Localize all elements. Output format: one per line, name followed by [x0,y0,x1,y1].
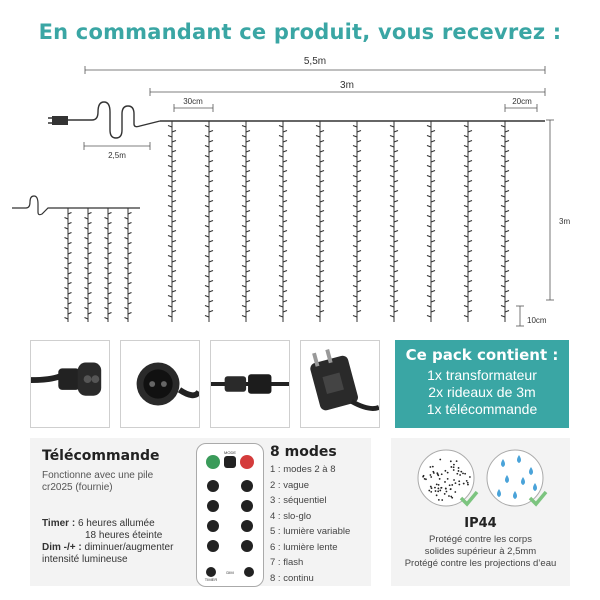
mode-item: 7 : flash [270,557,304,568]
mode-key-label: MODE [224,450,236,455]
mode-button [224,456,236,468]
mode-item: 6 : lumière lente [270,541,338,553]
mode-item: 4 : slo-glo [270,510,312,522]
bottom-gap-label: 10cm [527,316,547,325]
dim-line2: intensité lumineuse [42,554,128,565]
mode-item: 2 : vague [270,479,310,491]
second-curtain-cable [12,196,140,215]
power-on-button [206,455,220,469]
pack-heading: Ce pack contient : [405,346,559,364]
ip-title: IP44 [464,516,497,531]
timer-button [206,567,216,577]
pack-item-remote: 1x télécommande [426,401,538,417]
ip-line1: Protégé contre les corps [429,534,532,545]
curtain-height-label: 3m [559,217,571,226]
timer-key-label: TIMER [204,577,218,582]
mode-item: 8 : continu [270,572,314,584]
spacing-left-label: 30cm [183,97,203,106]
battery-note: Fonctionne avec une pile cr2025 (fournie) [42,470,154,493]
connector-photo-1 [30,340,110,428]
dim-text: diminuer/augmenter [81,542,174,553]
power-off-button [240,455,254,469]
remote-title: Télécommande [42,448,160,464]
transformer-photo [300,340,380,428]
ip-rating-icons [391,438,570,516]
second-curtain-strands [65,208,132,322]
connector-photo-3 [210,340,290,428]
ip-rating-panel [391,438,570,586]
cable-length-label: 2,5m [108,151,126,160]
modes-title: 8 modes [270,444,337,460]
timer-label: Timer : [42,518,76,529]
pack-item-curtains: 2x rideaux de 3m [428,384,536,400]
pack-contents-box [395,340,569,428]
ip-line2: solides supérieur à 2,5mm [424,546,537,557]
dim-button [244,567,254,577]
power-cable [68,102,545,138]
spacing-right-label: 20cm [512,97,532,106]
remote-panel [30,438,371,586]
page-title: En commandant ce produit, vous recevrez : [38,20,562,44]
ip-description [391,534,570,570]
curtain-width-label: 3m [340,80,354,91]
modes-list [270,462,350,586]
solid-particles-icon [418,450,474,506]
connector-photo-2 [120,340,200,428]
mode-item: 5 : lumière variable [270,526,351,537]
mode-item: 1 : modes 2 à 8 [270,464,336,475]
timer-info [42,518,173,566]
dim-key-label: DIM [226,570,234,575]
total-length-label: 5,5m [303,56,327,67]
remote-number-keys [207,480,253,552]
pack-item-transformer: 1x transformateur [427,367,537,383]
plug-connector [52,116,68,125]
timer-line1: 6 heures allumée [75,518,155,529]
remote-control [196,443,264,587]
curtain-strands [168,121,509,322]
dim-label: Dim -/+ : [42,542,82,553]
ip-line3: Protégé contre les projections d’eau [404,558,557,569]
timer-line2: 18 heures éteinte [85,530,163,541]
mode-item: 3 : séquentiel [270,495,327,506]
